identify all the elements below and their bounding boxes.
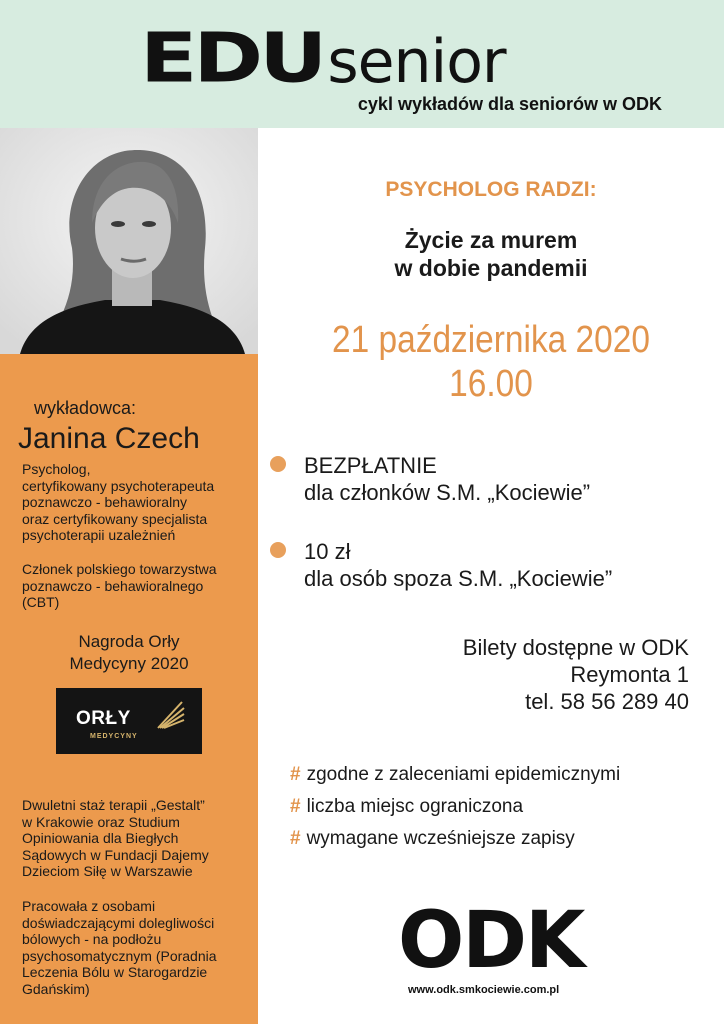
- event-time: 16.00: [449, 363, 533, 405]
- website-link[interactable]: www.odk.smkociewie.com.pl: [408, 984, 560, 996]
- price-label: BEZPŁATNIE: [304, 453, 437, 478]
- note-item: [290, 791, 620, 823]
- price-item-free: [270, 452, 590, 506]
- ticket-location: Bilety dostępne w ODK: [462, 635, 689, 660]
- lecturer-photo: [0, 128, 258, 354]
- ticket-phone: tel. 58 56 289 40: [525, 689, 689, 714]
- experience-line: Leczenia Bólu w Starogardzie: [22, 964, 208, 980]
- wing-icon: [156, 698, 186, 732]
- bio-line: Psycholog,: [22, 461, 91, 477]
- ticket-address: Reymonta 1: [570, 662, 689, 687]
- lecturer-membership: [22, 561, 254, 611]
- lecturer-portrait-image: [0, 128, 258, 354]
- internship-line: Dzieciom Siłę w Warszawie: [22, 863, 193, 879]
- lecturer-name: Janina Czech: [18, 422, 200, 455]
- experience-line: Gdańskim): [22, 980, 90, 997]
- bio-line: psychoterapii uzależnień: [22, 527, 176, 543]
- internship-line: Dwuletni staż terapii „Gestalt”: [22, 797, 205, 813]
- experience-line: doświadczającymi dolegliwości: [22, 914, 215, 931]
- logo-senior-text: senior: [327, 27, 506, 97]
- event-datetime: [286, 318, 696, 406]
- orly-medycyny-logo: [56, 688, 202, 754]
- price-detail: dla osób spoza S.M. „Kociewie”: [304, 566, 613, 591]
- experience-line: Pracowała z osobami: [22, 898, 156, 914]
- membership-line: poznawczo - behawioralnego: [22, 577, 204, 594]
- lecturer-internship: [22, 797, 254, 880]
- bio-line: oraz certyfikowany specjalista: [22, 510, 208, 527]
- header-band: [0, 0, 724, 128]
- note-item: [290, 823, 620, 855]
- price-item-paid: [270, 538, 612, 592]
- bio-line: poznawczo - behawioralny: [22, 494, 187, 510]
- event-category: PSYCHOLOG RADZI:: [385, 178, 597, 201]
- orly-logo-subtext: MEDYCYNY: [90, 733, 138, 740]
- membership-line: Członek polskiego towarzystwa: [22, 561, 217, 577]
- hash-icon: #: [290, 828, 301, 849]
- event-date: 21 października 2020: [332, 319, 650, 361]
- edusenior-logo: [140, 12, 506, 98]
- event-title: [258, 226, 724, 282]
- bullet-dot-icon: [270, 456, 286, 472]
- lecturer-experience: [22, 898, 254, 997]
- series-subtitle: cykl wykładów dla seniorów w ODK: [357, 94, 662, 114]
- bio-line: certyfikowany psychoterapeuta: [22, 477, 215, 494]
- hash-icon: #: [290, 796, 301, 817]
- experience-line: bólowych - na podłożu: [22, 931, 162, 947]
- experience-line: psychosomatycznym (Poradnia: [22, 947, 217, 964]
- internship-line: w Krakowie oraz Studium: [22, 813, 180, 830]
- membership-line: (CBT): [22, 594, 60, 610]
- internship-line: Sądowych w Fundacji Dajemy: [22, 846, 209, 863]
- price-detail: dla członków S.M. „Kociewie”: [304, 480, 591, 505]
- award-line: Nagroda Orły: [78, 632, 180, 651]
- lecturer-label: wykładowca:: [34, 398, 137, 418]
- bullet-dot-icon: [270, 542, 286, 558]
- note-text: liczba miejsc ograniczona: [306, 796, 524, 817]
- event-title-line: Życie za murem: [404, 227, 578, 253]
- event-title-line: w dobie pandemii: [394, 255, 588, 281]
- odk-logo: ODK: [398, 896, 584, 986]
- logo-edu-text: EDU: [140, 17, 324, 98]
- price-label: 10 zł: [304, 539, 351, 564]
- event-notes: [290, 759, 620, 855]
- note-text: wymagane wcześniejsze zapisy: [306, 828, 575, 849]
- ticket-info: [463, 634, 689, 715]
- award-caption: [0, 631, 258, 675]
- hash-icon: #: [290, 764, 301, 785]
- award-line: Medycyny 2020: [69, 654, 189, 673]
- orly-logo-text: ORŁY: [76, 708, 131, 729]
- lecturer-qualifications: [22, 461, 254, 544]
- internship-line: Opiniowania dla Biegłych: [22, 830, 179, 846]
- note-text: zgodne z zaleceniami epidemicznymi: [306, 764, 621, 785]
- note-item: [290, 759, 620, 791]
